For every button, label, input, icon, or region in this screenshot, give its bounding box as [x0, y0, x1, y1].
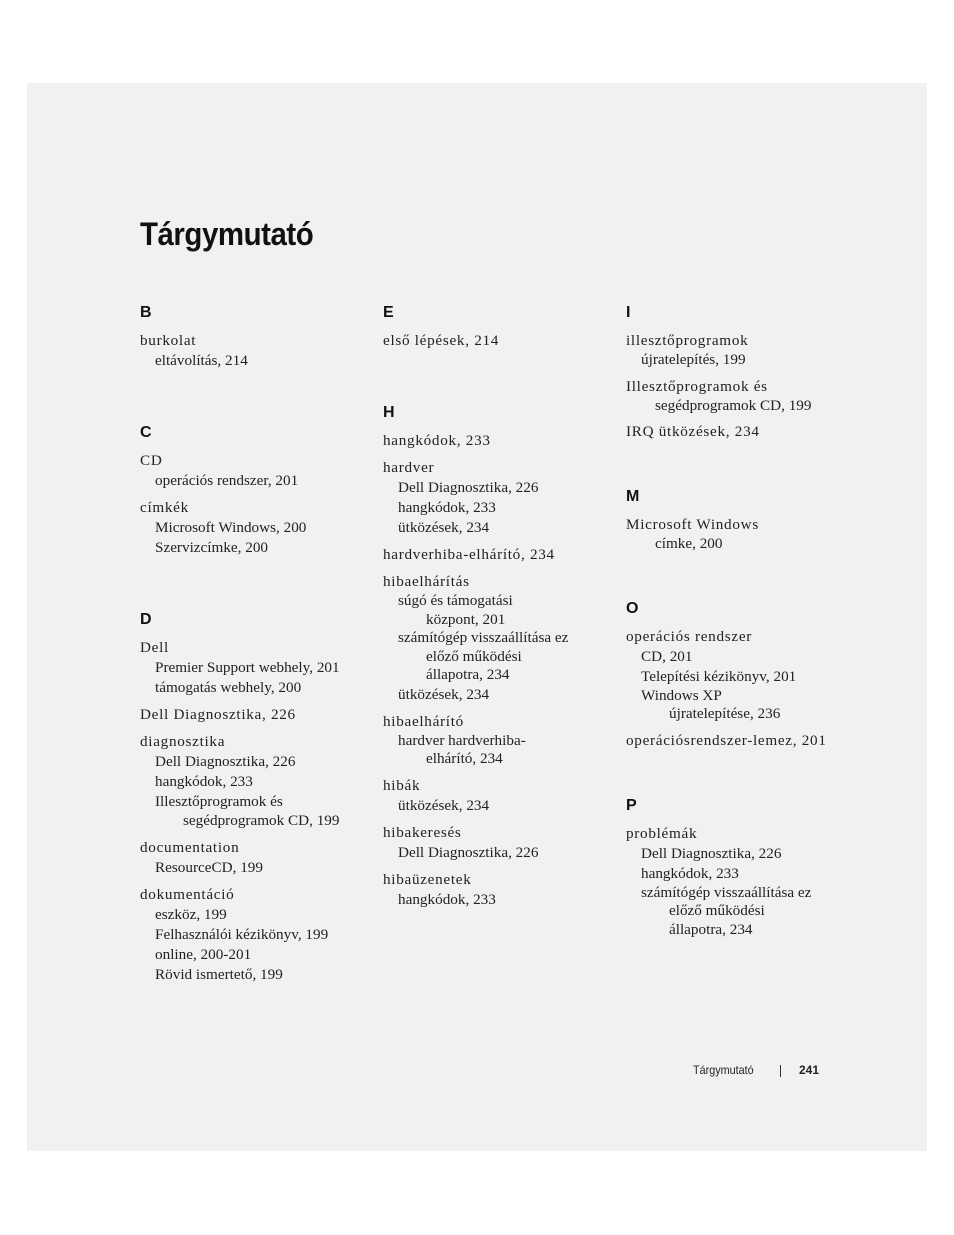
- index-entry: [626, 331, 856, 370]
- index-entry: [626, 731, 856, 751]
- index-subterm: eltávolítás, 214: [155, 352, 248, 369]
- footer-divider: [780, 1065, 781, 1077]
- index-subterm-continuation: elhárító, 234: [426, 750, 503, 767]
- index-subterm-continuation: címke, 200: [655, 535, 723, 552]
- index-term: illesztőprogramok: [626, 332, 749, 349]
- index-entry: [626, 627, 856, 724]
- index-entry: [626, 824, 856, 940]
- index-letter-e: E: [383, 304, 394, 321]
- index-subterm: Telepítési kézikönyv, 201: [641, 667, 797, 685]
- index-column-3: [626, 303, 856, 946]
- index-subterm-continuation: előző működési: [426, 647, 522, 665]
- index-entry: [140, 885, 370, 985]
- index-term: címkék: [140, 499, 189, 516]
- index-subterm: számítógép visszaállítása ez: [641, 883, 812, 901]
- index-subterm: Dell Diagnosztika, 226: [398, 843, 539, 861]
- index-subterm: számítógép visszaállítása ez: [398, 629, 569, 646]
- index-subterm: Szervizcímke, 200: [155, 539, 269, 556]
- index-subterm: támogatás webhely, 200: [155, 679, 302, 696]
- index-letter-p: P: [626, 796, 637, 814]
- index-term: problémák: [626, 824, 698, 842]
- index-entry: [140, 705, 370, 725]
- index-term: első lépések, 214: [383, 332, 500, 349]
- index-subterm-continuation: újratelepítése, 236: [669, 705, 781, 722]
- index-term: hardverhiba-elhárító, 234: [383, 546, 555, 563]
- index-subterm: ütközések, 234: [398, 519, 490, 536]
- index-letter-d: D: [140, 611, 152, 628]
- index-entry: [626, 377, 856, 416]
- index-entry: [383, 712, 613, 769]
- index-term: hibaüzenetek: [383, 870, 472, 888]
- index-column-2: [383, 303, 613, 917]
- index-entry: [140, 732, 370, 831]
- index-term: Dell: [140, 639, 169, 656]
- index-term: Microsoft Windows: [626, 516, 759, 533]
- index-letter-o: O: [626, 599, 639, 617]
- index-subterm: hardver hardverhiba-: [398, 731, 526, 749]
- index-term: hibakeresés: [383, 823, 462, 841]
- index-letter-i: I: [626, 304, 631, 321]
- index-subterm: hangkódok, 233: [398, 890, 496, 908]
- index-term: IRQ ütközések, 234: [626, 423, 760, 440]
- index-subterm: Rövid ismertető, 199: [155, 965, 283, 983]
- index-entry: [626, 422, 856, 442]
- index-subterm-continuation: előző működési: [669, 902, 765, 919]
- index-entry: [140, 838, 370, 878]
- index-entry: [140, 638, 370, 698]
- index-entry: [383, 431, 613, 451]
- index-term: burkolat: [140, 332, 197, 349]
- index-subterm: Microsoft Windows, 200: [155, 519, 307, 536]
- index-subterm: CD, 201: [641, 647, 693, 665]
- index-entry: [140, 331, 370, 371]
- index-subterm-continuation: segédprogramok CD, 199: [655, 396, 812, 414]
- index-term: hardver: [383, 459, 435, 476]
- index-entry: [383, 870, 613, 910]
- index-term: hibaelhárító: [383, 712, 464, 730]
- index-entry: [626, 515, 856, 554]
- page-number: 241: [799, 1063, 820, 1077]
- index-subterm: ütközések, 234: [398, 796, 490, 814]
- index-entry: [383, 331, 613, 351]
- index-subterm: súgó és támogatási: [398, 592, 513, 609]
- index-entry: [383, 776, 613, 816]
- index-term: Dell Diagnosztika, 226: [140, 706, 296, 723]
- index-subterm: ütközések, 234: [398, 685, 490, 703]
- index-subterm-continuation: segédprogramok CD, 199: [183, 812, 340, 829]
- index-subterm: hangkódok, 233: [155, 773, 253, 790]
- index-subterm: újratelepítés, 199: [641, 351, 746, 368]
- footer-label: Tárgymutató: [693, 1063, 754, 1077]
- index-subterm-continuation: központ, 201: [426, 610, 506, 628]
- index-letter-h: H: [383, 404, 395, 421]
- index-entry: [383, 572, 613, 705]
- page-footer: [693, 1063, 823, 1083]
- page-title: Tárgymutató: [140, 216, 314, 252]
- index-entry: [140, 451, 370, 491]
- index-subterm: Felhasználói kézikönyv, 199: [155, 925, 329, 943]
- index-page: [27, 83, 927, 1151]
- index-subterm: operációs rendszer, 201: [155, 472, 299, 489]
- index-subterm: Premier Support webhely, 201: [155, 659, 340, 676]
- index-entry: [383, 823, 613, 863]
- index-term: hibaelhárítás: [383, 573, 470, 590]
- index-subterm: Illesztőprogramok és: [155, 793, 283, 810]
- index-entry: [140, 498, 370, 558]
- index-term: documentation: [140, 838, 240, 856]
- index-letter-c: C: [140, 424, 152, 441]
- index-subterm: eszköz, 199: [155, 905, 227, 923]
- index-term: diagnosztika: [140, 733, 226, 750]
- index-term: dokumentáció: [140, 885, 235, 903]
- index-entry: [383, 545, 613, 565]
- index-subterm: Dell Diagnosztika, 226: [398, 479, 539, 496]
- index-term: hangkódok, 233: [383, 432, 491, 449]
- index-entry: [383, 458, 613, 538]
- index-term: operációs rendszer: [626, 627, 753, 645]
- index-subterm: Dell Diagnosztika, 226: [155, 753, 296, 770]
- index-subterm: hangkódok, 233: [641, 864, 739, 882]
- index-subterm: Windows XP: [641, 686, 722, 704]
- index-term: Illesztőprogramok és: [626, 377, 768, 395]
- index-letter-b: B: [140, 304, 152, 321]
- index-letter-m: M: [626, 488, 640, 505]
- index-subterm: hangkódok, 233: [398, 499, 496, 516]
- index-term: hibák: [383, 776, 421, 794]
- index-subterm: online, 200-201: [155, 945, 252, 963]
- index-subterm-continuation: állapotra, 234: [669, 920, 753, 938]
- index-subterm: ResourceCD, 199: [155, 858, 263, 876]
- index-subterm-continuation: állapotra, 234: [426, 666, 510, 683]
- index-column-1: [140, 303, 370, 992]
- index-subterm: Dell Diagnosztika, 226: [641, 844, 782, 862]
- index-term: CD: [140, 452, 163, 469]
- index-term: operációsrendszer-lemez, 201: [626, 731, 827, 749]
